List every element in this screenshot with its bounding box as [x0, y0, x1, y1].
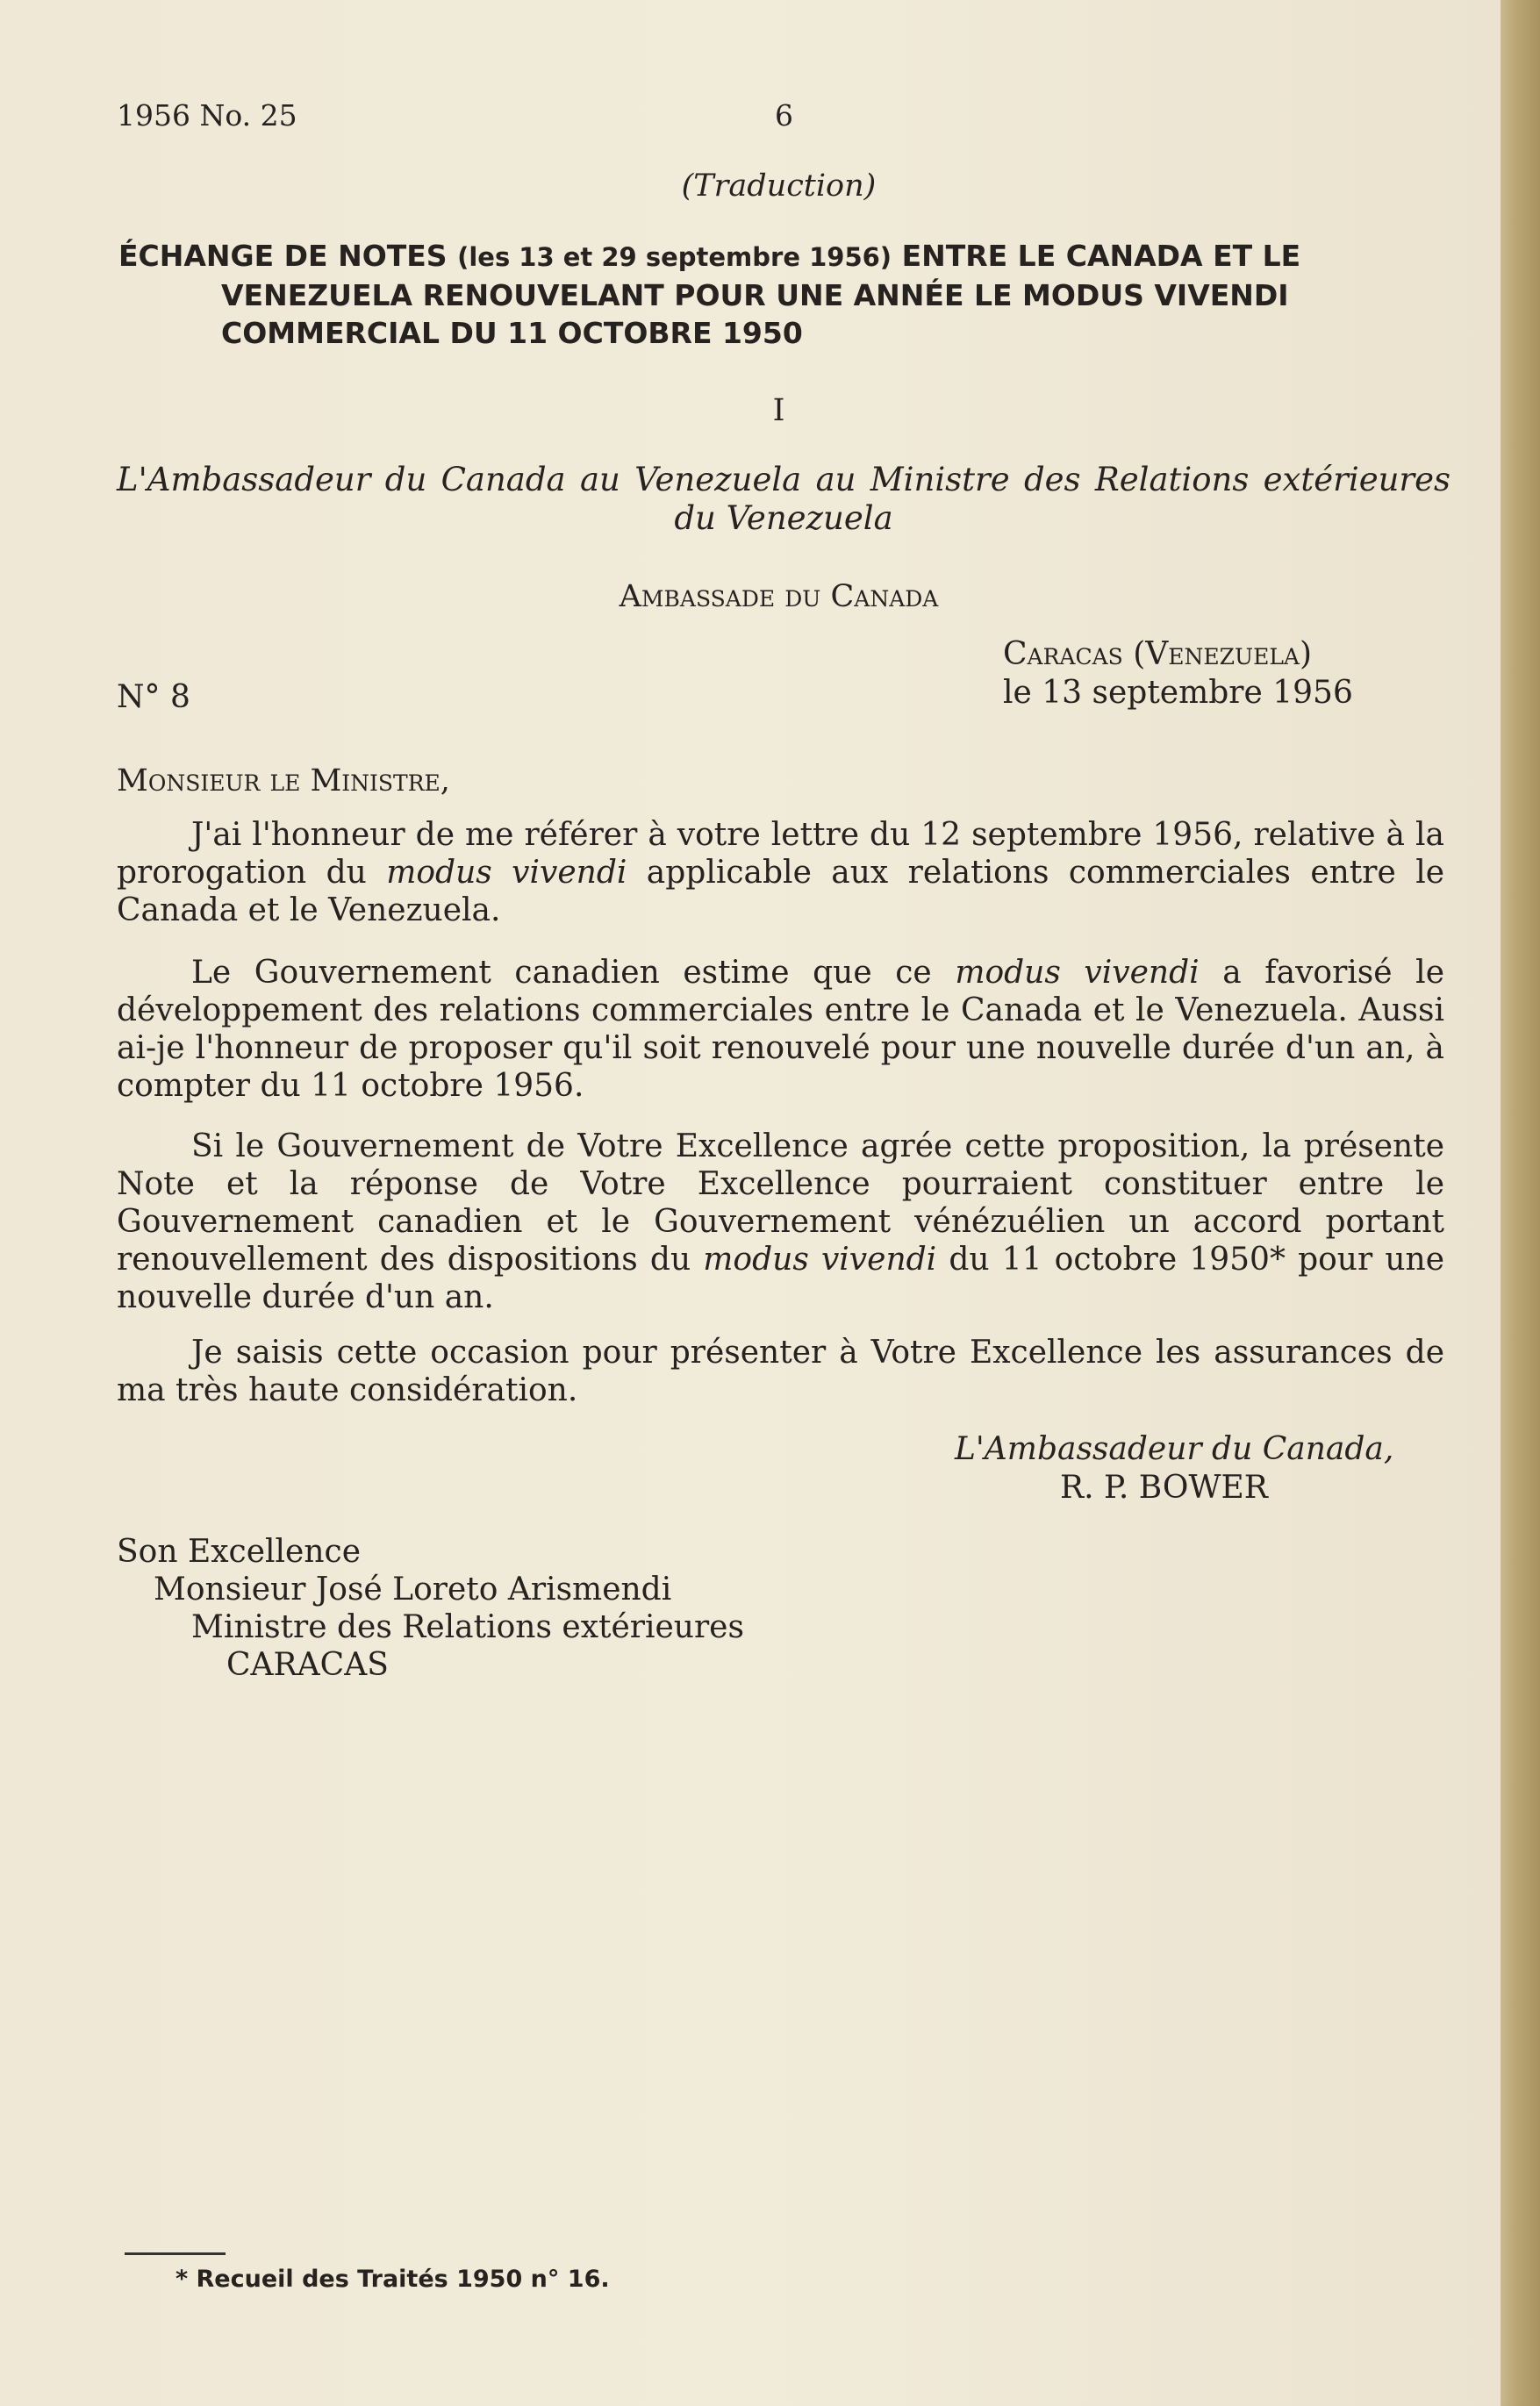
signature-block — [955, 1430, 1393, 1507]
p1-text-a: J'ai l'honneur de me référer à votre lettre du 12 septembre 1956, relative à la prorogation du — [117, 817, 1444, 891]
footnote-rule — [125, 2252, 226, 2255]
paragraph-2 — [117, 954, 1444, 1105]
p1-text-c: applicable aux relations commerciales entre le Canada et le Venezuela. — [117, 855, 1445, 928]
p3-italic: modus vivendi — [703, 1242, 937, 1278]
title-line-1 — [118, 237, 1452, 276]
recipient-line-4: CARACAS — [226, 1647, 389, 1683]
paragraph-1 — [117, 816, 1444, 929]
place-date-block — [1003, 635, 1353, 712]
paragraph-3 — [117, 1128, 1444, 1316]
page-edge — [1501, 0, 1540, 2406]
p2-text-c: a favorisé le développement des relations commerciales entre le Canada et le Venezuela. Aussi ai-je l'honneur de proposer qu'il soit renouvelé pour une nouvelle durée d'un an, à compter du 11 octobre 1956. — [117, 955, 1444, 1104]
p2-italic: modus vivendi — [955, 955, 1200, 991]
footnote: * Recueil des Traités 1950 n° 16. — [175, 2266, 610, 2293]
p1-italic: modus vivendi — [386, 855, 627, 891]
section-numeral: I — [772, 393, 785, 428]
document-title — [118, 237, 1452, 352]
title-part-dates: (les 13 et 29 septembre 1956) — [457, 242, 892, 272]
recipient-block — [117, 1533, 744, 1684]
address-line-2: du Venezuela — [674, 499, 893, 537]
translation-label: (Traduction) — [681, 168, 877, 204]
recipient-line-1: Son Excellence — [117, 1534, 361, 1570]
date: le 13 septembre 1956 — [1003, 675, 1353, 711]
embassy-heading: Ambassade du Canada — [619, 579, 939, 614]
p3-text-a: Si le Gouvernement de Votre Excellence agrée cette proposition, la présente Note et la réponse de Votre Excellence pourraient constituer entre le Gouvernement canadien et le Gouvernement vénézuélien un accord portant renouvellement des dispositions du — [117, 1128, 1444, 1278]
page-number: 6 — [775, 98, 793, 132]
title-part-c: ENTRE LE CANADA ET LE — [901, 239, 1301, 273]
place: Caracas (Venezuela) — [1003, 636, 1313, 672]
p3-text-c: du 11 octobre 1950* pour une nouvelle durée d'un an. — [117, 1242, 1445, 1315]
title-rest: VENEZUELA RENOUVELANT POUR UNE ANNÉE LE MODUS VIVENDI COMMERCIAL DU 11 OCTOBRE 1950 — [221, 278, 1289, 350]
address-heading — [117, 461, 1450, 538]
p2-text-a: Le Gouvernement canadien estime que ce — [191, 955, 956, 991]
signature-title: L'Ambassadeur du Canada, — [955, 1431, 1394, 1467]
recipient-line-3: Ministre des Relations extérieures — [191, 1609, 744, 1645]
salutation: Monsieur le Ministre, — [117, 763, 450, 798]
header-year-number: 1956 No. 25 — [117, 98, 297, 132]
signature-name: R. P. BOWER — [1060, 1470, 1268, 1506]
paragraph-4: Je saisis cette occasion pour présenter à Votre Excellence les assurances de ma très haute considération. — [117, 1335, 1444, 1408]
note-number: N° 8 — [117, 679, 190, 715]
address-line-1: L'Ambassadeur du Canada au Venezuela au Ministre des Relations extérieures — [117, 461, 1450, 498]
recipient-line-2: Monsieur José Loreto Arismendi — [154, 1572, 672, 1608]
title-part-a: ÉCHANGE DE NOTES — [118, 239, 448, 273]
